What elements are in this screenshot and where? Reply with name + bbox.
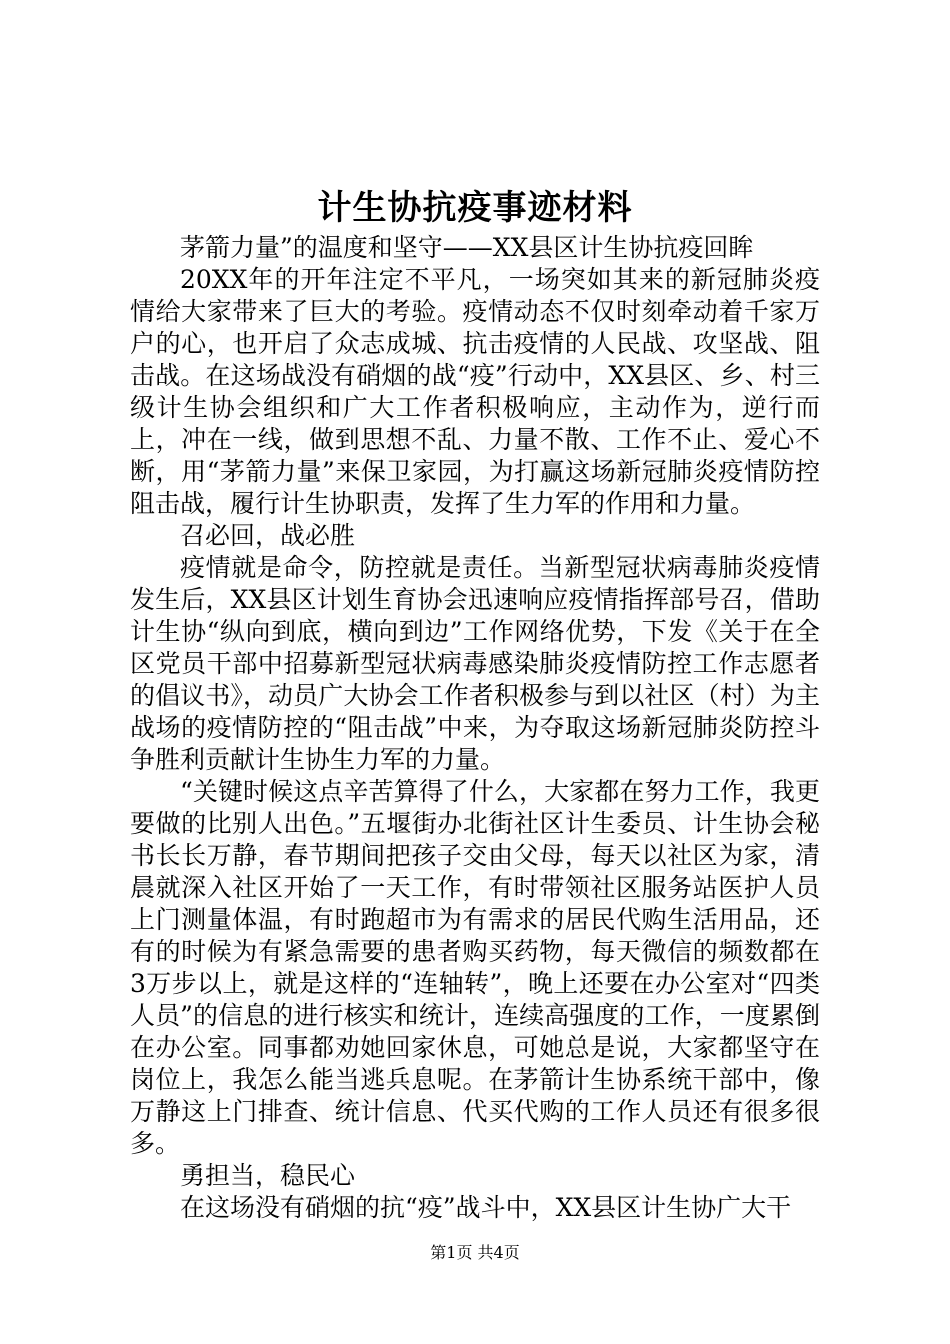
body-paragraph: 疫情就是命令，防控就是责任。当新型冠状病毒肺炎疫情发生后，XX县区计划生育协会迅速响应疫情指挥部号召，借助计生协“纵向到底，横向到边”工作网络优势，下发《关于在全区党员干部中招募新型冠状病毒感染肺炎疫情防控工作志愿者的倡议书》，动员广大协会工作者积极参与到以社区（村）为主战场的疫情防控的“阻击战”中来，为夺取这场新冠肺炎防控斗争胜利贡献计生协生力军的力量。 <box>130 553 820 774</box>
section-heading: 召必回，战必胜 <box>180 521 356 550</box>
section-heading: 勇担当，稳民心 <box>180 1161 356 1190</box>
subtitle-paragraph: 茅箭力量”的温度和坚守——XX县区计生协抗疫回眸 <box>180 233 754 262</box>
body-paragraph: “关键时候这点辛苦算得了什么，大家都在努力工作，我更要做的比别人出色。”五堰街办北街社区计生委员、计生协会秘书长长万静，春节期间把孩子交由父母，每天以社区为家，清晨就深入社区开始了一天工作，有时带领社区服务站医护人员上门测量体温，有时跑超市为有需求的居民代购生活用品，还有的时候为有紧急需要的患者购买药物，每天微信的频数都在3万步以上，就是这样的“连轴转”，晚上还要在办公室对“四类人员”的信息的进行核实和统计，连续高强度的工作，一度累倒在办公室。同事都劝她回家休息，可她总是说，大家都坚守在岗位上，我怎么能当逃兵息呢。在茅箭计生协系统干部中，像万静这上门排查、统计信息、代买代购的工作人员还有很多很多。 <box>130 777 820 1158</box>
page-footer: 第1页 共4页 <box>430 1243 520 1262</box>
document-title: 计生协抗疫事迹材料 <box>317 188 633 228</box>
body-paragraph: 在这场没有硝烟的抗“疫”战斗中，XX县区计生协广大干 <box>180 1193 792 1222</box>
body-paragraph: 20XX年的开年注定不平凡，一场突如其来的新冠肺炎疫情给大家带来了巨大的考验。疫情动态不仅时刻牵动着千家万户的心，也开启了众志成城、抗击疫情的人民战、攻坚战、阻击战。在这场战没有硝烟的战“疫”行动中，XX县区、乡、村三级计生协会组织和广大工作者积极响应，主动作为，逆行而上，冲在一线，做到思想不乱、力量不散、工作不止、爱心不断，用“茅箭力量”来保卫家园，为打赢这场新冠肺炎疫情防控阻击战，履行计生协职责，发挥了生力军的作用和力量。 <box>130 265 820 518</box>
document-body <box>130 232 820 1224</box>
